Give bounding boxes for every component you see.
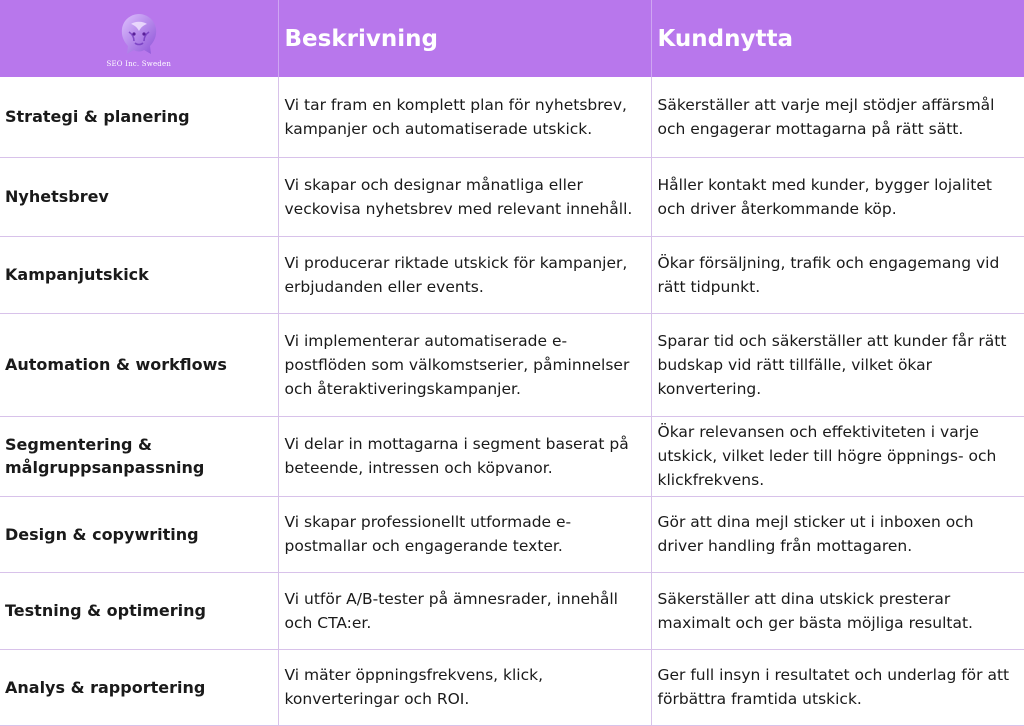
table-row [0,313,1024,416]
column-header-description: Beskrivning [278,0,651,77]
customer-benefit: Ökar försäljning, trafik och engagemang vid rätt tidpunkt. [651,236,1024,313]
service-name: Automation & workflows [0,313,278,416]
table-header [0,0,1024,77]
customer-benefit: Ger full insyn i resultatet och underlag för att förbättra framtida utskick. [651,649,1024,725]
service-description: Vi tar fram en komplett plan för nyhetsbrev, kampanjer och automatiserade utskick. [278,77,651,157]
customer-benefit: Gör att dina mejl sticker ut i inboxen och driver handling från mottagaren. [651,496,1024,572]
logo-text: SEO Inc. Sweden [106,59,172,68]
service-name: Nyhetsbrev [0,157,278,236]
service-description: Vi utför A/B-tester på ämnesrader, innehåll och CTA:er. [278,572,651,649]
table-row [0,236,1024,313]
service-description: Vi skapar professionellt utformade e-postmallar och engagerande texter. [278,496,651,572]
table-row [0,416,1024,496]
service-name: Design & copywriting [0,496,278,572]
header-row [0,0,1024,77]
customer-benefit: Ökar relevansen och effektiviteten i varje utskick, vilket leder till högre öppnings- och klickfrekvens. [651,416,1024,496]
table-row [0,572,1024,649]
service-description: Vi skapar och designar månatliga eller veckovisa nyhetsbrev med relevant innehåll. [278,157,651,236]
column-header-benefit: Kundnytta [651,0,1024,77]
lion-head-icon [117,12,161,58]
customer-benefit: Säkerställer att varje mejl stödjer affärsmål och engagerar mottagarna på rätt sätt. [651,77,1024,157]
table-row [0,649,1024,725]
table-row [0,496,1024,572]
service-name: Segmentering & målgruppsanpassning [0,416,278,496]
customer-benefit: Sparar tid och säkerställer att kunder får rätt budskap vid rätt tillfälle, vilket ökar konvertering. [651,313,1024,416]
service-description: Vi implementerar automatiserade e-postflöden som välkomstserier, påminnelser och återaktiveringskampanjer. [278,313,651,416]
table-body [0,77,1024,725]
logo-cell [0,0,278,77]
service-name: Testning & optimering [0,572,278,649]
table-row [0,77,1024,157]
service-name: Strategi & planering [0,77,278,157]
customer-benefit: Säkerställer att dina utskick presterar maximalt och ger bästa möjliga resultat. [651,572,1024,649]
service-description: Vi producerar riktade utskick för kampanjer, erbjudanden eller events. [278,236,651,313]
service-description: Vi mäter öppningsfrekvens, klick, konverteringar och ROI. [278,649,651,725]
table-row [0,157,1024,236]
logo [106,12,171,68]
service-name: Kampanjutskick [0,236,278,313]
service-description: Vi delar in mottagarna i segment baserat på beteende, intressen och köpvanor. [278,416,651,496]
service-name: Analys & rapportering [0,649,278,725]
customer-benefit: Håller kontakt med kunder, bygger lojalitet och driver återkommande köp. [651,157,1024,236]
